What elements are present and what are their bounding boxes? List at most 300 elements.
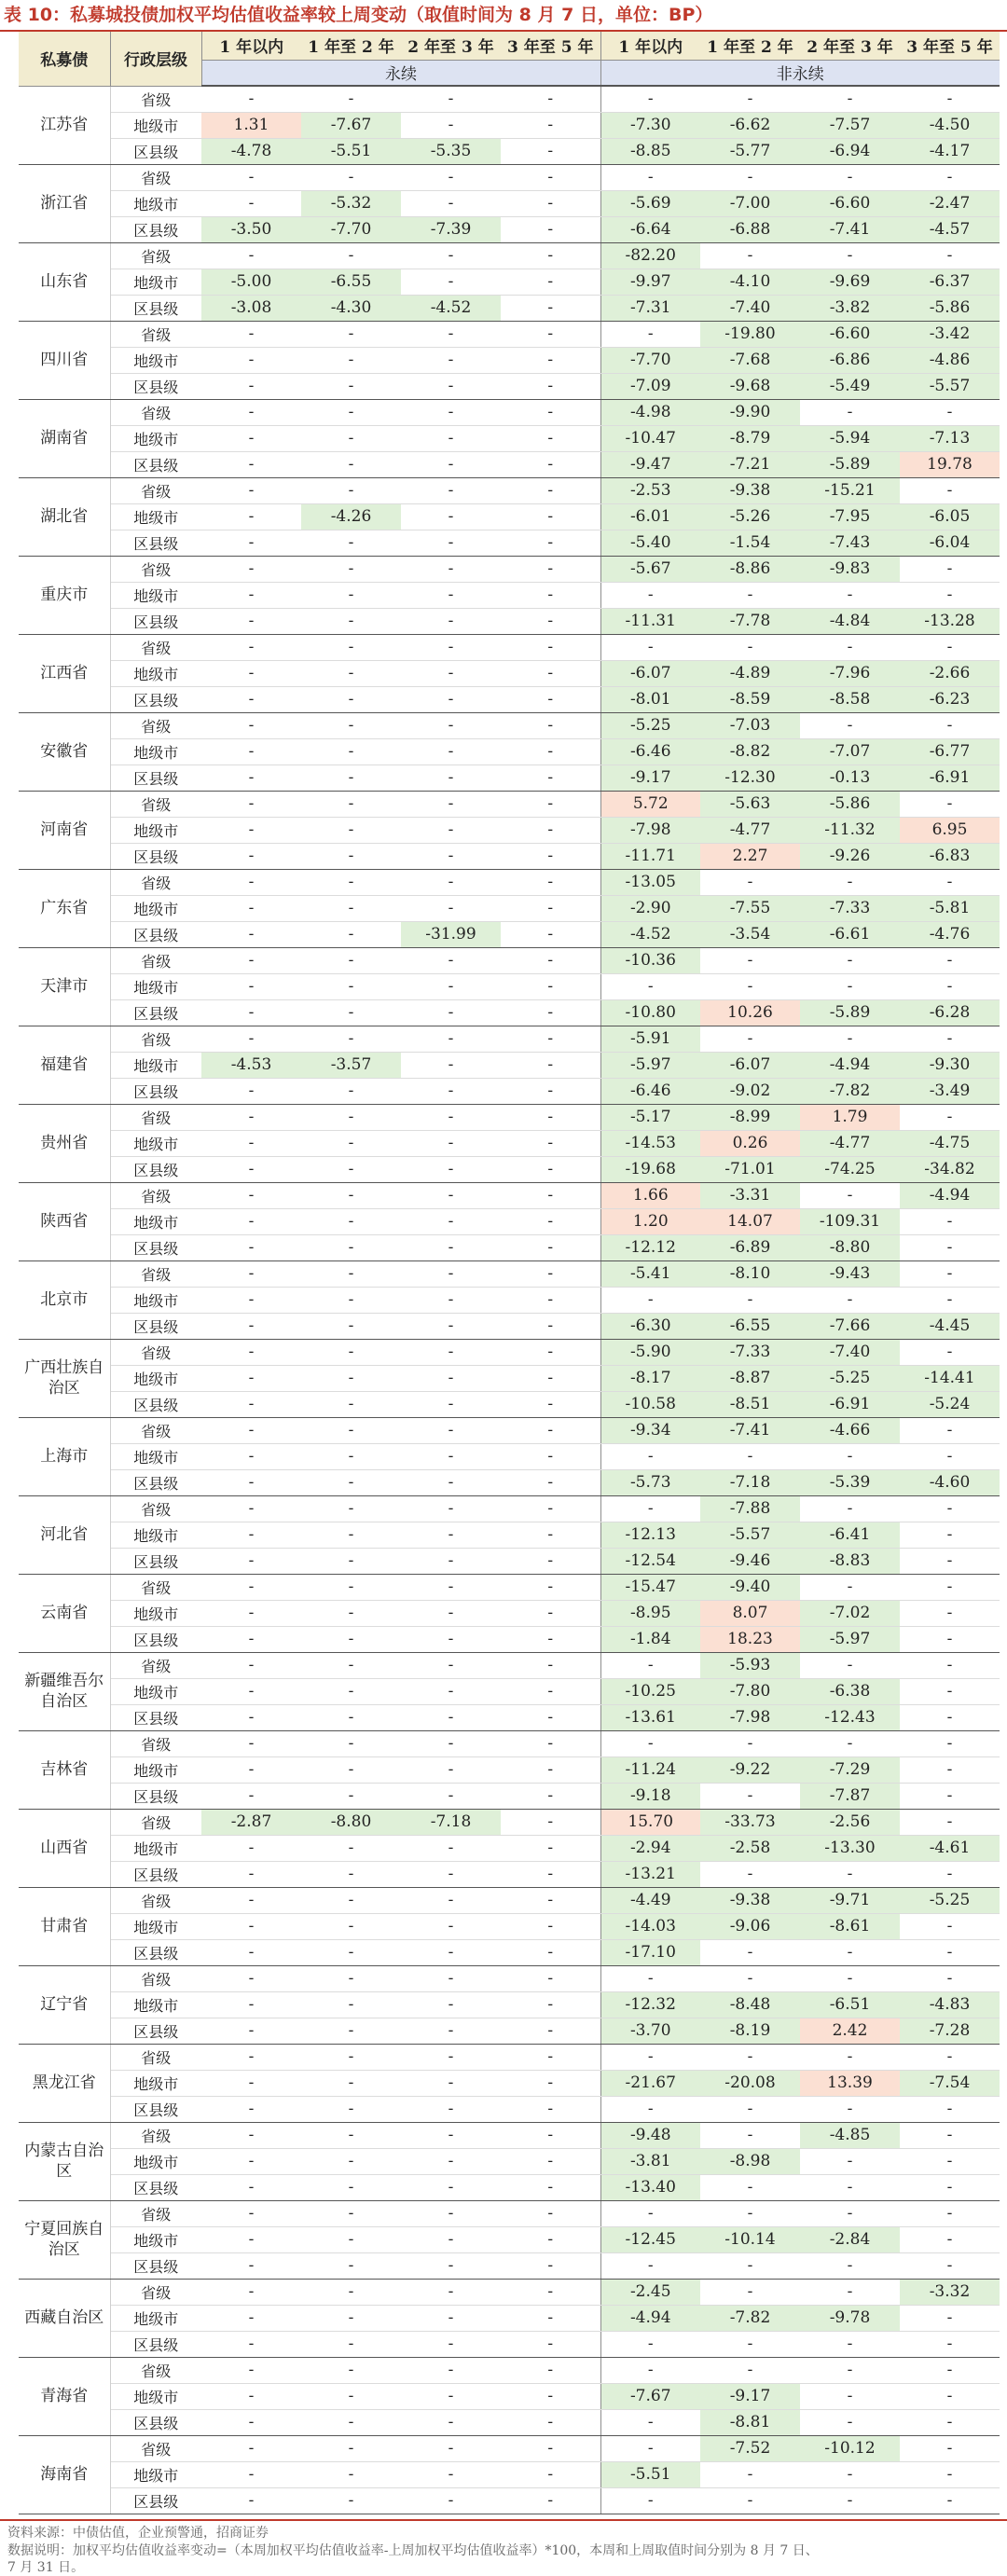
value-cell: -5.41 (600, 1260, 700, 1287)
table-row (19, 1391, 1000, 1417)
province-cell: 西藏自治区 (19, 2279, 110, 2357)
value-cell: - (301, 425, 401, 451)
value-cell: -14.41 (900, 1365, 1000, 1391)
value-cell: - (301, 1339, 401, 1365)
table-row (19, 1887, 1000, 1913)
table-row (19, 112, 1000, 138)
value-cell: 13.39 (800, 2070, 900, 2096)
value-cell: - (301, 869, 401, 895)
level-cell: 省级 (110, 1104, 201, 1130)
value-cell: - (401, 1104, 501, 1130)
province-cell: 江苏省 (19, 86, 110, 164)
value-cell: -9.38 (700, 1887, 800, 1913)
level-cell: 地级市 (110, 1913, 201, 1939)
value-cell: - (201, 1678, 301, 1704)
table-row (19, 1287, 1000, 1313)
value-cell: - (501, 947, 600, 973)
value-cell: - (501, 2122, 600, 2148)
value-cell: -20.08 (700, 2070, 800, 2096)
value-cell: -13.30 (800, 1835, 900, 1861)
value-cell: - (501, 2174, 600, 2200)
level-cell: 省级 (110, 321, 201, 347)
value-cell: - (501, 2226, 600, 2252)
value-cell: - (501, 1287, 600, 1313)
value-cell: - (201, 2070, 301, 2096)
value-cell: -7.95 (800, 503, 900, 530)
value-cell: - (401, 347, 501, 373)
value-cell: - (301, 1678, 401, 1704)
table-row (19, 1704, 1000, 1730)
value-cell: - (201, 1234, 301, 1260)
value-cell: -8.95 (600, 1600, 700, 1626)
value-cell: -6.46 (600, 1078, 700, 1104)
value-cell: - (401, 1339, 501, 1365)
value-cell: - (401, 1887, 501, 1913)
value-cell: - (301, 1730, 401, 1756)
level-cell: 区县级 (110, 1939, 201, 1965)
footer-rule (0, 2519, 1007, 2521)
value-cell: -5.89 (800, 451, 900, 477)
level-cell: 区县级 (110, 216, 201, 242)
value-cell: - (301, 2174, 401, 2200)
value-cell: - (900, 477, 1000, 503)
value-cell: - (700, 947, 800, 973)
value-cell: - (800, 712, 900, 738)
value-cell: -4.94 (900, 1182, 1000, 1208)
value-cell: - (900, 1260, 1000, 1287)
value-cell: -8.85 (600, 138, 700, 164)
value-cell: - (401, 2096, 501, 2122)
value-cell: - (301, 1313, 401, 1339)
value-cell: - (201, 1260, 301, 1287)
value-cell: -10.58 (600, 1391, 700, 1417)
table-row (19, 1913, 1000, 1939)
province-cell: 甘肃省 (19, 1887, 110, 1965)
table-row (19, 1756, 1000, 1783)
value-cell: -3.32 (900, 2279, 1000, 2305)
value-cell: - (401, 1600, 501, 1626)
value-cell: - (900, 1783, 1000, 1809)
value-cell: -11.71 (600, 843, 700, 869)
table-row (19, 1835, 1000, 1861)
value-cell: 15.70 (600, 1809, 700, 1835)
value-cell: -6.55 (301, 269, 401, 295)
value-cell: -10.12 (800, 2435, 900, 2461)
value-cell: - (301, 973, 401, 999)
level-cell: 地级市 (110, 817, 201, 843)
value-cell: - (201, 582, 301, 608)
value-cell: - (900, 2148, 1000, 2174)
value-cell: - (301, 2357, 401, 2383)
province-cell: 贵州省 (19, 1104, 110, 1182)
value-cell: - (401, 1783, 501, 1809)
value-cell: - (401, 895, 501, 921)
value-cell: - (401, 686, 501, 712)
level-cell: 地级市 (110, 2383, 201, 2409)
value-cell: -5.86 (800, 791, 900, 817)
value-cell: - (401, 1730, 501, 1756)
value-cell: - (600, 973, 700, 999)
value-cell: - (900, 869, 1000, 895)
value-cell: - (900, 399, 1000, 425)
province-cell: 海南省 (19, 2435, 110, 2514)
value-cell: -4.30 (301, 295, 401, 321)
value-cell: - (501, 1626, 600, 1652)
province-cell: 陕西省 (19, 1182, 110, 1260)
value-cell: - (900, 2435, 1000, 2461)
value-cell: - (501, 1443, 600, 1469)
value-cell: -7.33 (700, 1339, 800, 1365)
table-row (19, 2096, 1000, 2122)
value-cell: -4.94 (800, 1052, 900, 1078)
value-cell: - (700, 164, 800, 190)
value-cell: -7.21 (700, 451, 800, 477)
value-cell: - (700, 1026, 800, 1052)
value-cell: - (501, 1522, 600, 1548)
value-cell: - (301, 2252, 401, 2279)
level-cell: 省级 (110, 1652, 201, 1678)
value-cell: -7.70 (600, 347, 700, 373)
table-row (19, 843, 1000, 869)
value-cell: - (301, 999, 401, 1026)
value-cell: -6.51 (800, 1991, 900, 2018)
level-cell: 省级 (110, 1260, 201, 1287)
value-cell: -7.13 (900, 425, 1000, 451)
value-cell: - (501, 1495, 600, 1522)
value-cell: - (401, 1313, 501, 1339)
value-cell: -4.84 (800, 608, 900, 634)
value-cell: - (201, 503, 301, 530)
value-cell: -5.49 (800, 373, 900, 399)
value-cell: -6.91 (800, 1391, 900, 1417)
value-cell: -5.40 (600, 530, 700, 556)
value-cell: -4.45 (900, 1313, 1000, 1339)
value-cell: - (401, 503, 501, 530)
value-cell: - (201, 1626, 301, 1652)
value-cell: - (501, 1208, 600, 1234)
value-cell: -5.35 (401, 138, 501, 164)
value-cell: - (301, 1626, 401, 1652)
value-cell: -9.40 (700, 1574, 800, 1600)
level-cell: 地级市 (110, 2226, 201, 2252)
value-cell: - (201, 190, 301, 216)
value-cell: -8.51 (700, 1391, 800, 1417)
value-cell: - (800, 2409, 900, 2435)
value-cell: - (700, 2096, 800, 2122)
source-note: 资料来源：中债估值，企业预警通，招商证券 (7, 2526, 269, 2541)
value-cell: - (700, 1783, 800, 1809)
value-cell: - (700, 2331, 800, 2357)
value-cell: - (501, 1809, 600, 1835)
yield-change-table (19, 32, 1000, 2514)
level-cell: 省级 (110, 164, 201, 190)
value-cell: - (900, 1861, 1000, 1887)
header-term: 1 年至 2 年 (700, 32, 800, 60)
value-cell: - (201, 2461, 301, 2487)
value-cell: - (501, 242, 600, 269)
table-row (19, 2122, 1000, 2148)
value-cell: - (401, 2174, 501, 2200)
table-row (19, 2357, 1000, 2383)
value-cell: - (501, 791, 600, 817)
table-row (19, 1574, 1000, 1600)
value-cell: - (501, 1835, 600, 1861)
table-row (19, 2174, 1000, 2200)
value-cell: - (800, 869, 900, 895)
value-cell: -7.41 (700, 1417, 800, 1443)
value-cell: 6.95 (900, 817, 1000, 843)
header-term: 2 年至 3 年 (401, 32, 501, 60)
header-group-perpetual: 永续 (201, 60, 600, 86)
value-cell: -9.68 (700, 373, 800, 399)
value-cell: - (201, 2252, 301, 2279)
value-cell: - (700, 2200, 800, 2226)
table-row (19, 1965, 1000, 1991)
value-cell: - (700, 869, 800, 895)
value-cell: - (201, 738, 301, 765)
level-cell: 地级市 (110, 1756, 201, 1783)
value-cell: -5.77 (700, 138, 800, 164)
table-row (19, 2409, 1000, 2435)
value-cell: - (800, 86, 900, 112)
value-cell: - (401, 1835, 501, 1861)
value-cell: -6.28 (900, 999, 1000, 1026)
level-cell: 省级 (110, 1182, 201, 1208)
table-row (19, 1652, 1000, 1678)
value-cell: - (401, 1026, 501, 1052)
level-cell: 地级市 (110, 1600, 201, 1626)
value-cell: -13.05 (600, 869, 700, 895)
value-cell: -5.51 (301, 138, 401, 164)
value-cell: - (201, 1730, 301, 1756)
value-cell: -10.80 (600, 999, 700, 1026)
value-cell: - (201, 634, 301, 660)
value-cell: - (700, 2044, 800, 2070)
value-cell: -7.09 (600, 373, 700, 399)
value-cell: - (501, 1756, 600, 1783)
value-cell: -7.96 (800, 660, 900, 686)
level-cell: 区县级 (110, 1548, 201, 1574)
value-cell: -6.38 (800, 1678, 900, 1704)
value-cell: - (501, 999, 600, 1026)
table-row (19, 1052, 1000, 1078)
value-cell: -7.98 (600, 817, 700, 843)
value-cell: -8.17 (600, 1365, 700, 1391)
value-cell: 19.78 (900, 451, 1000, 477)
value-cell: -7.54 (900, 2070, 1000, 2096)
level-cell: 地级市 (110, 503, 201, 530)
table-row (19, 1443, 1000, 1469)
value-cell: - (201, 947, 301, 973)
table-row (19, 634, 1000, 660)
value-cell: -7.29 (800, 1756, 900, 1783)
value-cell: - (201, 1182, 301, 1208)
value-cell: - (700, 86, 800, 112)
value-cell: - (700, 2357, 800, 2383)
value-cell: - (201, 1887, 301, 1913)
value-cell: -7.82 (800, 1078, 900, 1104)
table-row (19, 921, 1000, 947)
value-cell: - (301, 2200, 401, 2226)
table-body (19, 86, 1000, 2514)
value-cell: -5.63 (700, 791, 800, 817)
table-row (19, 2461, 1000, 2487)
value-cell: - (600, 2435, 700, 2461)
value-cell: -3.31 (700, 1182, 800, 1208)
value-cell: - (600, 582, 700, 608)
value-cell: - (201, 765, 301, 791)
value-cell: -6.30 (600, 1313, 700, 1339)
table-row (19, 2487, 1000, 2514)
value-cell: 1.79 (800, 1104, 900, 1130)
level-cell: 地级市 (110, 1835, 201, 1861)
value-cell: -8.81 (700, 2409, 800, 2435)
table-row (19, 2252, 1000, 2279)
value-cell: - (401, 1156, 501, 1182)
value-cell: -4.77 (800, 1130, 900, 1156)
value-cell: - (800, 2357, 900, 2383)
value-cell: - (600, 1730, 700, 1756)
value-cell: - (900, 1522, 1000, 1548)
value-cell: -8.99 (700, 1104, 800, 1130)
level-cell: 区县级 (110, 843, 201, 869)
value-cell: - (301, 1522, 401, 1548)
value-cell: -12.30 (700, 765, 800, 791)
value-cell: -9.38 (700, 477, 800, 503)
level-cell: 地级市 (110, 2305, 201, 2331)
value-cell: - (700, 634, 800, 660)
value-cell: -6.64 (600, 216, 700, 242)
value-cell: - (301, 1495, 401, 1522)
value-cell: - (600, 1443, 700, 1469)
value-cell: -2.53 (600, 477, 700, 503)
value-cell: - (900, 1600, 1000, 1626)
value-cell: - (301, 2435, 401, 2461)
value-cell: -9.71 (800, 1887, 900, 1913)
value-cell: - (201, 1339, 301, 1365)
value-cell: - (501, 869, 600, 895)
table-row (19, 895, 1000, 921)
value-cell: - (501, 1104, 600, 1130)
value-cell: -3.42 (900, 321, 1000, 347)
value-cell: -5.57 (900, 373, 1000, 399)
value-cell: - (401, 451, 501, 477)
value-cell: - (900, 1287, 1000, 1313)
table-row (19, 216, 1000, 242)
level-cell: 省级 (110, 2122, 201, 2148)
value-cell: - (201, 2435, 301, 2461)
value-cell: - (501, 765, 600, 791)
value-cell: -5.94 (800, 425, 900, 451)
value-cell: - (201, 1365, 301, 1391)
table-row (19, 1939, 1000, 1965)
value-cell: -1.54 (700, 530, 800, 556)
value-cell: -7.52 (700, 2435, 800, 2461)
value-cell: - (201, 1417, 301, 1443)
table-row (19, 947, 1000, 973)
value-cell: - (401, 2226, 501, 2252)
value-cell: -2.84 (800, 2226, 900, 2252)
level-cell: 省级 (110, 1026, 201, 1052)
value-cell: - (301, 1574, 401, 1600)
value-cell: -1.84 (600, 1626, 700, 1652)
value-cell: - (201, 1991, 301, 2018)
level-cell: 区县级 (110, 138, 201, 164)
value-cell: -7.70 (301, 216, 401, 242)
level-cell: 地级市 (110, 2148, 201, 2174)
value-cell: - (600, 164, 700, 190)
level-cell: 区县级 (110, 2252, 201, 2279)
table-row (19, 1417, 1000, 1443)
value-cell: -4.86 (900, 347, 1000, 373)
value-cell: -6.91 (900, 765, 1000, 791)
table-row (19, 1339, 1000, 1365)
value-cell: -6.05 (900, 503, 1000, 530)
value-cell: - (301, 1443, 401, 1469)
table-row (19, 1522, 1000, 1548)
value-cell: - (501, 1574, 600, 1600)
value-cell: -17.10 (600, 1939, 700, 1965)
value-cell: -4.49 (600, 1887, 700, 1913)
level-cell: 区县级 (110, 1156, 201, 1182)
value-cell: - (401, 86, 501, 112)
province-cell: 吉林省 (19, 1730, 110, 1809)
value-cell: - (201, 660, 301, 686)
value-cell: -4.10 (700, 269, 800, 295)
value-cell: - (301, 2226, 401, 2252)
value-cell: -6.46 (600, 738, 700, 765)
value-cell: -13.40 (600, 2174, 700, 2200)
value-cell: - (301, 2487, 401, 2514)
level-cell: 区县级 (110, 2096, 201, 2122)
value-cell: - (700, 1287, 800, 1313)
table-row (19, 1078, 1000, 1104)
value-cell: - (201, 1443, 301, 1469)
value-cell: -6.88 (700, 216, 800, 242)
value-cell: - (900, 2044, 1000, 2070)
value-cell: - (900, 1443, 1000, 1469)
value-cell: -5.24 (900, 1391, 1000, 1417)
value-cell: -13.21 (600, 1861, 700, 1887)
table-row (19, 1678, 1000, 1704)
province-cell: 山西省 (19, 1809, 110, 1887)
value-cell: - (900, 556, 1000, 582)
value-cell: -11.24 (600, 1756, 700, 1783)
value-cell: -9.90 (700, 399, 800, 425)
value-cell: - (800, 2331, 900, 2357)
value-cell: - (501, 2252, 600, 2279)
value-cell: - (600, 2331, 700, 2357)
table-row (19, 999, 1000, 1026)
value-cell: - (700, 2174, 800, 2200)
level-cell: 省级 (110, 1965, 201, 1991)
value-cell: -2.56 (800, 1809, 900, 1835)
value-cell: - (301, 1600, 401, 1626)
value-cell: - (201, 1026, 301, 1052)
value-cell: - (501, 1026, 600, 1052)
value-cell: -6.41 (800, 1522, 900, 1548)
value-cell: - (800, 1965, 900, 1991)
value-cell: - (401, 1678, 501, 1704)
table-row (19, 451, 1000, 477)
value-cell: -7.57 (800, 112, 900, 138)
value-cell: -6.55 (700, 1313, 800, 1339)
table-row (19, 164, 1000, 190)
value-cell: - (501, 1548, 600, 1574)
value-cell: - (301, 2383, 401, 2409)
value-cell: - (900, 2226, 1000, 2252)
value-cell: -2.94 (600, 1835, 700, 1861)
